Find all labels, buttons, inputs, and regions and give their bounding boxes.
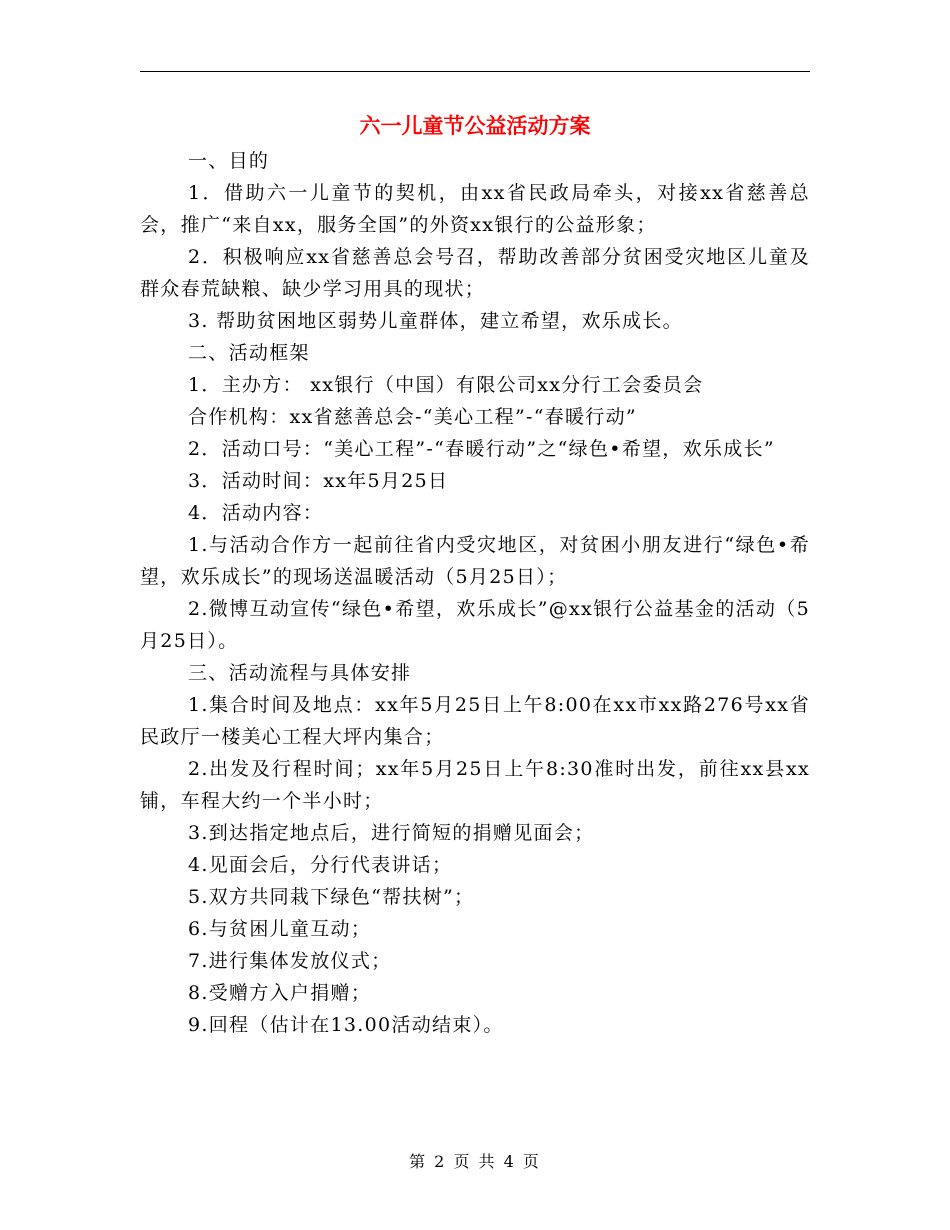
paragraph: 2.出发及行程时间；xx年5月25日上午8:30准时出发，前往xx县xx铺，车程大约一个半小时； [140, 758, 810, 812]
section-heading: 一、目的 [188, 150, 270, 172]
paragraph: 5.双方共同栽下绿色“帮扶树”； [188, 886, 475, 908]
paragraph: 6.与贫困儿童互动； [188, 918, 372, 940]
paragraph: 9.回程（估计在13.00活动结束）。 [188, 1014, 504, 1036]
paragraph: 4．活动内容： [188, 502, 324, 524]
paragraph: 合作机构：xx省慈善总会-“美心工程”-“春暖行动” [188, 406, 637, 428]
paragraph: 2.微博互动宣传“绿色•希望，欢乐成长”@xx银行公益基金的活动（5月25日）。 [140, 598, 810, 652]
paragraph: 3．活动时间：xx年5月25日 [188, 470, 449, 492]
header-rule [140, 71, 810, 72]
paragraph: 3.到达指定地点后，进行简短的捐赠见面会； [188, 822, 595, 844]
paragraph: 1.集合时间及地点：xx年5月25日上午8:00在xx市xx路276号xx省民政厅一楼美心工程大坪内集合； [140, 694, 810, 748]
paragraph: 2．活动口号：“美心工程”-“春暖行动”之“绿色•希望，欢乐成长” [188, 438, 775, 460]
section-heading: 二、活动框架 [188, 342, 310, 364]
paragraph: 2．积极响应xx省慈善总会号召，帮助改善部分贫困受灾地区儿童及群众春荒缺粮、缺少学习用具的现状； [140, 246, 810, 300]
document-body [140, 145, 810, 1041]
paragraph: 1.与活动合作方一起前往省内受灾地区，对贫困小朋友进行“绿色•希望，欢乐成长”的现场送温暖活动（5月25日）； [140, 534, 810, 588]
document-title: 六一儿童节公益活动方案 [359, 114, 591, 138]
paragraph: 1．主办方： xx银行（中国）有限公司xx分行工会委员会 [188, 374, 704, 396]
paragraph: 1．借助六一儿童节的契机，由xx省民政局牵头，对接xx省慈善总会，推广“来自xx，服务全国”的外资xx银行的公益形象； [140, 182, 810, 236]
paragraph: 4.见面会后，分行代表讲话； [188, 854, 453, 876]
paragraph: 7.进行集体发放仪式； [188, 950, 392, 972]
paragraph: 3. 帮助贫困地区弱势儿童群体，建立希望，欢乐成长。 [188, 310, 683, 332]
page-number-footer: 第 2 页 共 4 页 [409, 1152, 541, 1171]
paragraph: 8.受赠方入户捐赠； [188, 982, 372, 1004]
section-heading: 三、活动流程与具体安排 [188, 662, 412, 684]
